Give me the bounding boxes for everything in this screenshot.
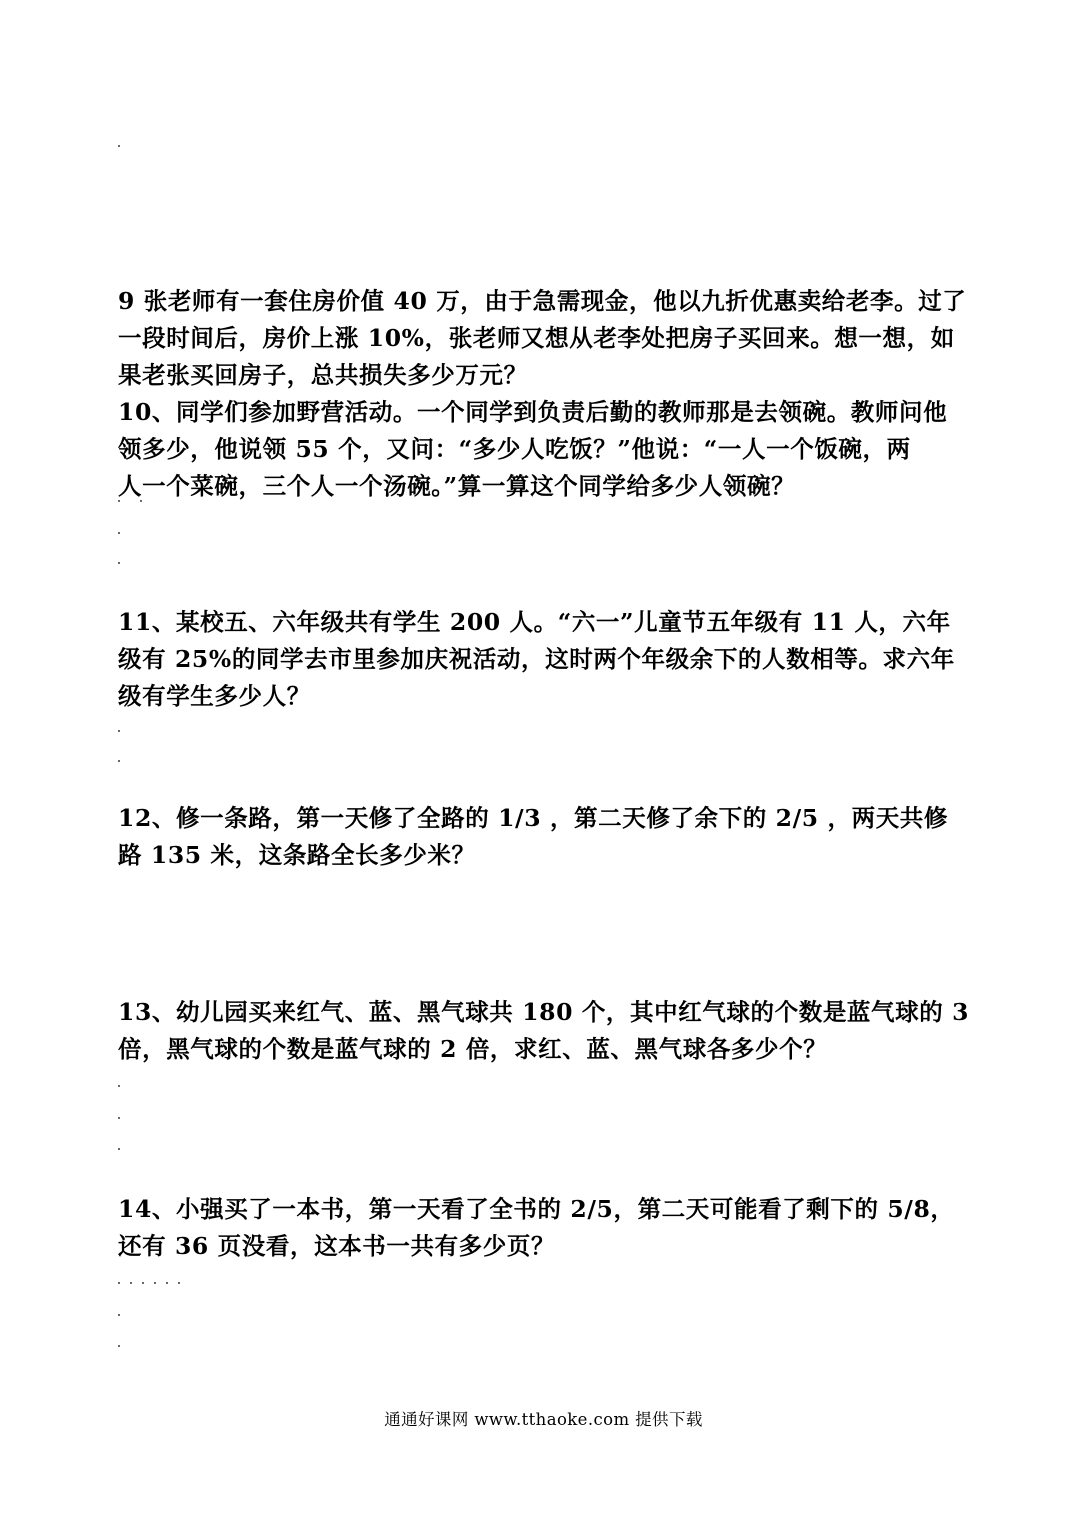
problem-14-line-2: 还有 36 页没看，这本书一共有多少页？ — [118, 1232, 556, 1260]
problem-11 — [118, 604, 968, 715]
problem-12-line-2: 路 135 米，这条路全长多少米？ — [118, 841, 476, 869]
footer-credit: 通通好课网 www.tthaoke.com 提供下载 — [384, 1410, 703, 1429]
problem-10-line-3: 人一个菜碗，三个人一个汤碗。”算一算这个同学给多少人领碗？ — [118, 472, 796, 500]
problem-13 — [118, 994, 968, 1068]
problem-9-line-1: 9 张老师有一套住房价值 40 万，由于急需现金，他以九折优惠卖给老李。过了 — [118, 287, 967, 315]
problem-9-line-3: 果老张买回房子，总共损失多少万元？ — [118, 361, 528, 389]
scan-speck — [178, 1282, 180, 1284]
problem-9 — [118, 283, 968, 394]
problem-10-line-1: 10、同学们参加野营活动。一个同学到负责后勤的教师那是去领碗。教师问他 — [118, 398, 948, 426]
scan-speck — [118, 532, 120, 534]
problem-13-line-2: 倍，黑气球的个数是蓝气球的 2 倍，求红、蓝、黑气球各多少个？ — [118, 1035, 828, 1063]
scan-speck — [118, 1314, 120, 1316]
scan-speck — [118, 500, 120, 502]
problem-10-line-2: 领多少，他说领 55 个，又问：“多少人吃饭？”他说：“一人一个饭碗，两 — [118, 435, 911, 463]
problem-11-line-1: 11、某校五、六年级共有学生 200 人。“六一”儿童节五年级有 11 人，六年 — [118, 608, 951, 636]
problem-11-line-3: 级有学生多少人？ — [118, 682, 311, 710]
scan-speck — [154, 1282, 156, 1284]
scan-speck — [118, 1345, 120, 1347]
scan-speck — [118, 1282, 120, 1284]
problem-11-line-2: 级有 25%的同学去市里参加庆祝活动，这时两个年级余下的人数相等。求六年 — [118, 645, 955, 673]
problem-12-line-1: 12、修一条路，第一天修了全路的 1/3 ，第二天修了余下的 2/5 ，两天共修 — [118, 804, 948, 832]
scan-speck — [118, 1085, 120, 1087]
problem-14 — [118, 1191, 968, 1265]
scan-speck — [118, 1117, 120, 1119]
scan-speck — [118, 562, 120, 564]
problem-10 — [118, 394, 968, 505]
scan-speck — [118, 1148, 120, 1150]
scan-speck — [118, 730, 120, 732]
problem-14-line-1: 14、小强买了一本书，第一天看了全书的 2/5，第二天可能看了剩下的 5/8， — [118, 1195, 955, 1223]
scan-speck — [118, 760, 120, 762]
problem-9-line-2: 一段时间后，房价上涨 10%，张老师又想从老李处把房子买回来。想一想，如 — [118, 324, 955, 352]
scan-speck — [142, 1282, 144, 1284]
scan-speck — [130, 1282, 132, 1284]
problem-13-line-1: 13、幼儿园买来红气、蓝、黑气球共 180 个，其中红气球的个数是蓝气球的 3 — [118, 998, 970, 1026]
problem-12 — [118, 800, 968, 874]
scan-speck — [166, 1282, 168, 1284]
scan-speck — [118, 145, 120, 147]
scan-speck — [140, 500, 142, 502]
